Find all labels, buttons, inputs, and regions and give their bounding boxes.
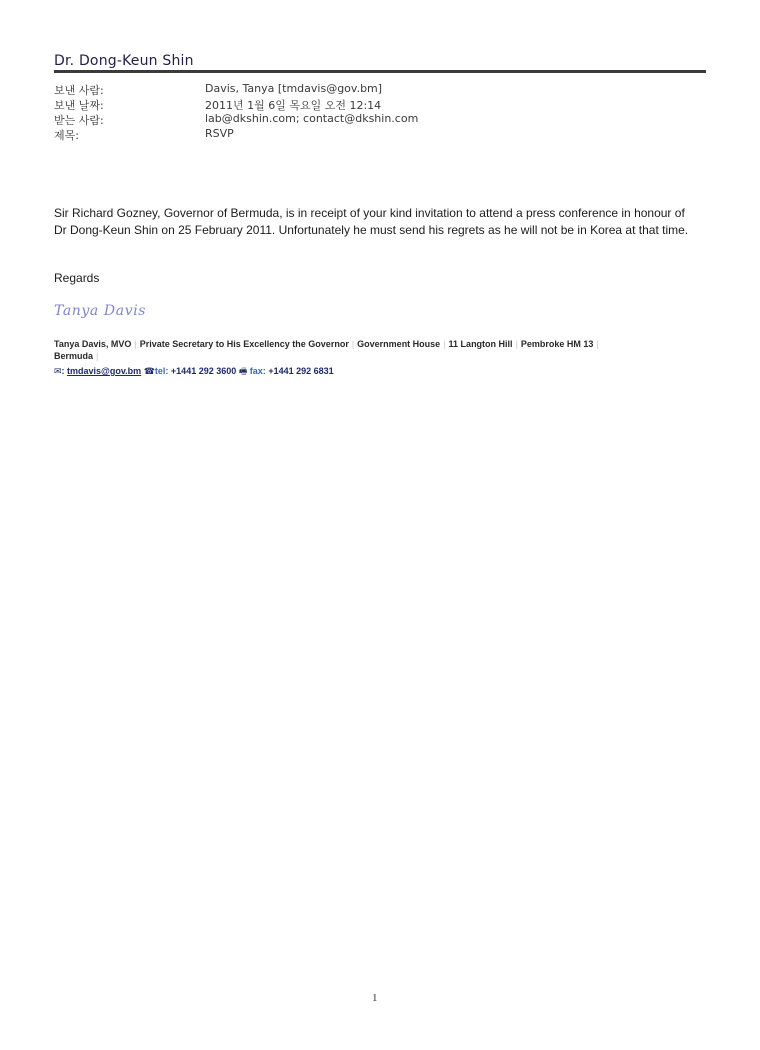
country: Bermuda [54,350,94,361]
subject-label: 제목: [54,129,79,142]
from-value: Davis, Tanya [tmdavis@gov.bm] [205,82,383,95]
title-divider [54,70,706,73]
city-address: Pembroke HM 13 [520,339,594,349]
subject-value: RSVP [205,127,234,140]
signer-title: Private Secretary to His Excellency the Governor [139,339,349,349]
telephone-icon: ☎ [143,366,155,376]
fax-machine-icon: 🖷 [238,366,248,376]
document-title: Dr. Dong-Keun Shin [54,53,194,69]
sent-row [54,97,694,112]
to-label: 받는 사람: [54,114,104,127]
fax-label: fax: [249,366,266,376]
office-name: Government House [357,339,441,349]
from-row [54,82,694,97]
message-body: Sir Richard Gozney, Governor of Bermuda, is in receipt of your kind invitation to attend a press conference in honour of Dr Dong-Keun Shin on 25 February 2011. Unfortunately he must send his regrets as he will not be in Korea at that time. [54,206,689,237]
email-link[interactable]: tmdavis@gov.bm [67,366,142,376]
signature-line-1: Tanya Davis, MVO | Private Secretary to His Excellency the Governor | Government House | 11 Langton Hill | Pembroke HM 13 | [54,339,599,349]
signature-block [54,339,694,362]
tel-label: tel: [154,366,169,376]
tel-number: +1441 292 3600 [170,366,237,376]
to-row [54,112,694,127]
fax-number: +1441 292 6831 [268,366,334,376]
email-header [54,82,694,142]
signature-line-2: Bermuda | [54,350,99,361]
handwritten-signature: Tanya Davis [54,303,147,319]
contact-line: ✉: tmdavis@gov.bm ☎tel: +1441 292 3600 🖷 fax: +1441 292 6831 [54,366,334,376]
envelope-icon: ✉ [54,366,62,376]
signer-name: Tanya Davis, MVO [54,339,132,349]
sent-label: 보낸 날짜: [54,99,104,112]
subject-row [54,127,694,142]
street-address: 11 Langton Hill [448,339,513,349]
from-label: 보낸 사람: [54,84,104,97]
sent-value: 2011년 1월 6일 목요일 오전 12:14 [205,99,382,112]
closing-regards: Regards [54,271,100,285]
to-value: lab@dkshin.com; contact@dkshin.com [205,112,419,125]
page-number: 1 [372,992,378,1004]
